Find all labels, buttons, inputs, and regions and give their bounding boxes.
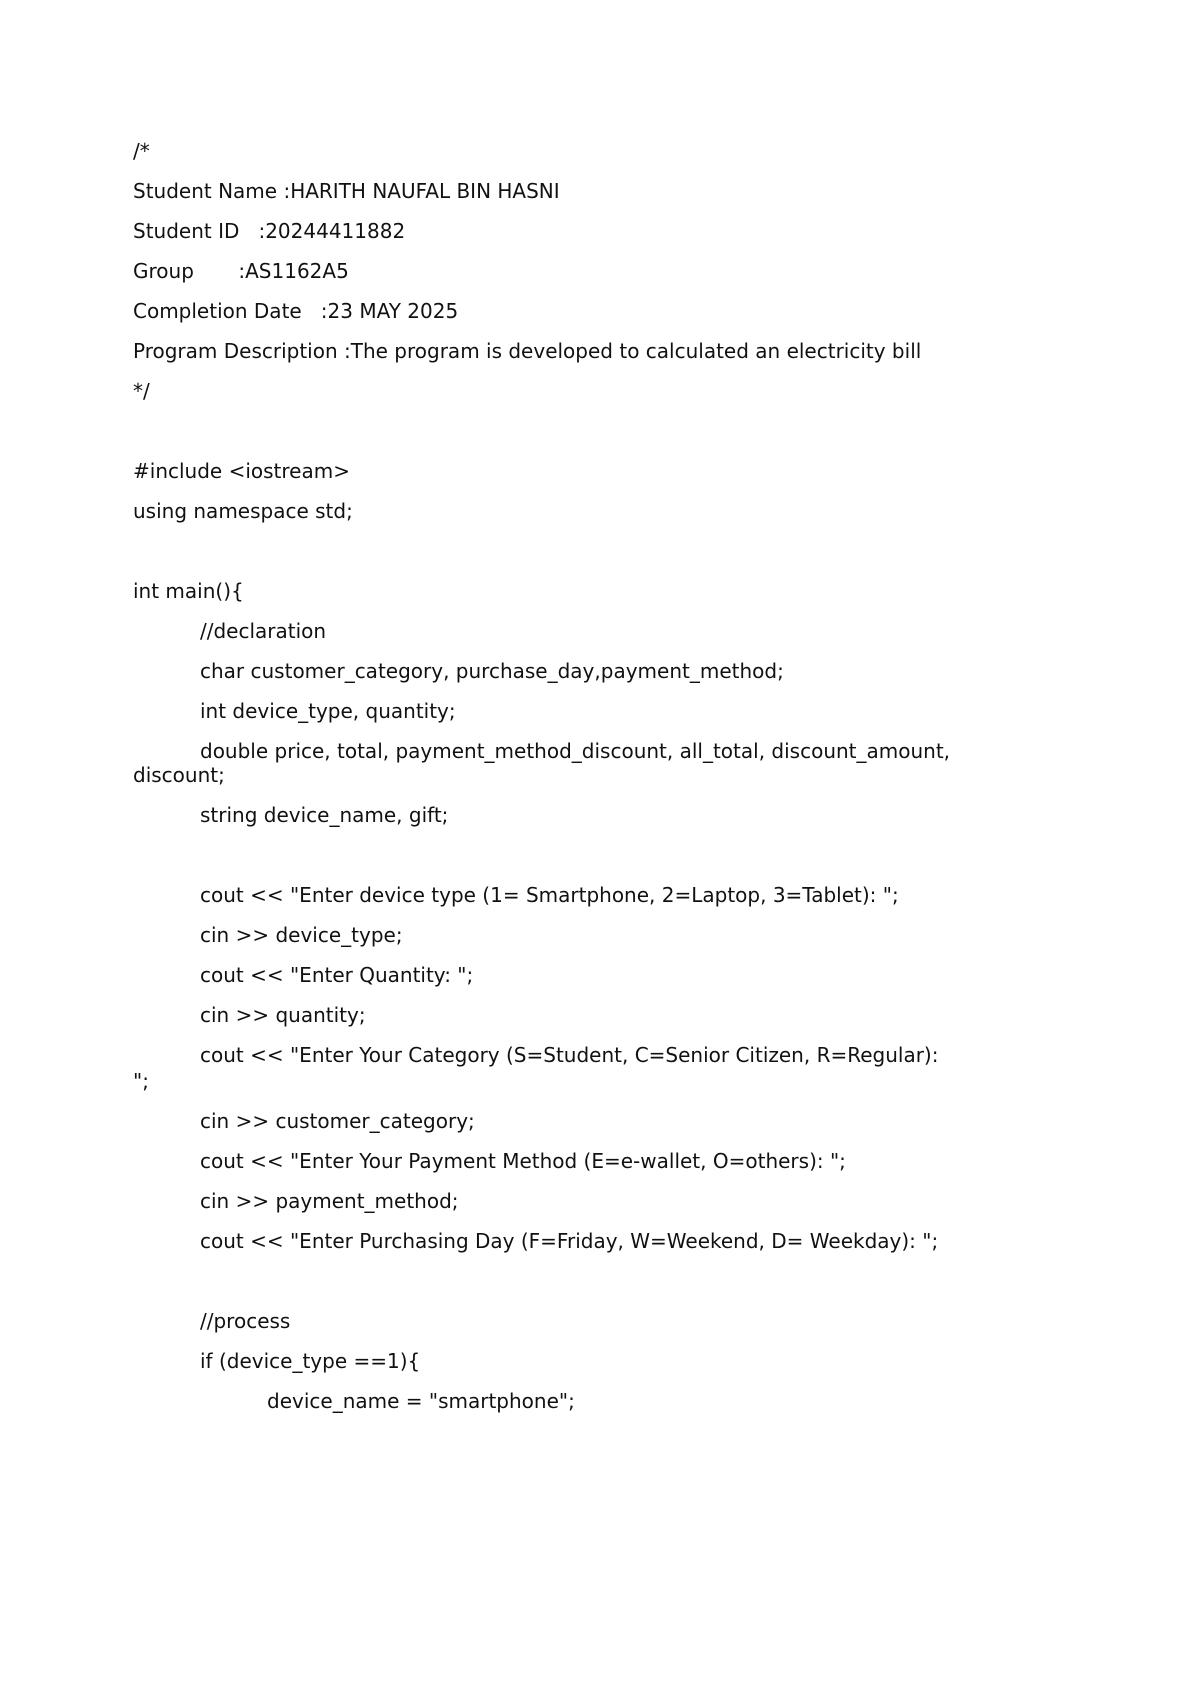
code-line: //declaration: [200, 619, 327, 643]
code-line: int device_type, quantity;: [200, 699, 456, 723]
code-line: /*: [133, 139, 150, 163]
code-line: cout << "Enter Your Category (S=Student, C=Senior Citizen, R=Regular):: [200, 1043, 939, 1067]
code-line: char customer_category, purchase_day,payment_method;: [200, 659, 784, 683]
code-line: cout << "Enter Your Payment Method (E=e-wallet, O=others): ";: [200, 1149, 846, 1173]
code-line: Student ID :20244411882: [133, 219, 406, 243]
code-line: cin >> device_type;: [200, 923, 403, 947]
code-line: int main(){: [133, 579, 244, 603]
code-line: if (device_type ==1){: [200, 1349, 421, 1373]
code-line: cout << "Enter Purchasing Day (F=Friday, W=Weekend, D= Weekday): ";: [200, 1229, 939, 1253]
code-line: cout << "Enter device type (1= Smartphone, 2=Laptop, 3=Tablet): ";: [200, 883, 899, 907]
code-line: Group :AS1162A5: [133, 259, 349, 283]
code-line: using namespace std;: [133, 499, 353, 523]
code-line: //process: [200, 1309, 291, 1333]
code-line: discount;: [133, 763, 225, 787]
code-line: cin >> quantity;: [200, 1003, 366, 1027]
code-line: Completion Date :23 MAY 2025: [133, 299, 459, 323]
code-line: double price, total, payment_method_discount, all_total, discount_amount,: [200, 739, 951, 763]
code-line: string device_name, gift;: [200, 803, 449, 827]
code-line: ";: [133, 1069, 149, 1093]
code-line: Student Name :HARITH NAUFAL BIN HASNI: [133, 179, 560, 203]
code-line: cin >> customer_category;: [200, 1109, 475, 1133]
code-line: device_name = "smartphone";: [267, 1389, 575, 1413]
code-line: */: [133, 379, 150, 403]
code-line: Program Description :The program is developed to calculated an electricity bill: [133, 339, 922, 363]
code-line: cin >> payment_method;: [200, 1189, 459, 1213]
code-line: cout << "Enter Quantity: ";: [200, 963, 474, 987]
code-line: #include <iostream>: [133, 459, 350, 483]
